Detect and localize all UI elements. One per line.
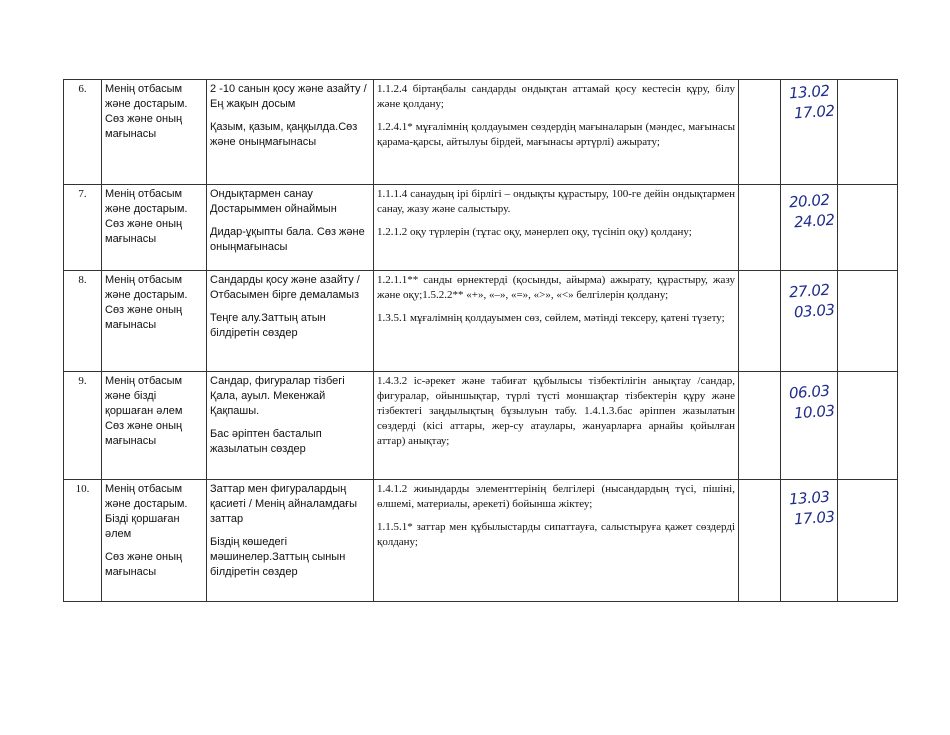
empty-cell [739,80,781,185]
learning-goal-cell: 1.1.2.4 біртаңбалы сандарды ондықтан аттамай қосу кестесін құру, білу және қолдану; 1.2.4.1* мұғалімнің қолдауымен сөздердің мағыналарын (мәндес, мағынасы қарама-қарсы, айтылуы бірдей, мағынасы әртүрлі) ажырату; [374,80,739,185]
handwritten-date: 13.03 [788,487,831,509]
section-cell: Менің отбасым және достарым. Сөз және оның мағынасы [102,271,207,372]
lesson-plan-table [63,79,898,602]
row-number: 8. [64,271,102,372]
learning-goal-cell: 1.4.3.2 іс-әрекет және табиғат құбылысы тізбектілігін анықтау /сандар, фигуралар, ойыншықтар, түрлі түсті моншақтар тізбектерін құру және тізбектегі заңдылықтың бұзылуын табу. 1.4.1.3.бас әріппен жазылатын сөздерді (кісі аттары, жер-су атаулары, жануарларға арнайы қойылған аттар) анықтау; [374,372,739,480]
section-cell: Менің отбасым және достарым. Сөз және оның мағынасы [102,185,207,271]
empty-cell [838,372,898,480]
empty-cell [739,271,781,372]
topic-cell: 2 -10 санын қосу және азайту / Ең жақын досым Қазым, қазым, қаңқылда.Сөз және оныңмағынасы [207,80,374,185]
handwritten-date: 06.03 [788,381,831,403]
empty-cell [838,480,898,602]
handwritten-date: 20.02 [788,190,831,212]
table-row [64,185,898,271]
date-cell [781,80,838,185]
row-number: 7. [64,185,102,271]
date-cell [781,480,838,602]
date-cell [781,185,838,271]
handwritten-date: 17.02 [793,101,836,123]
table-row [64,372,898,480]
handwritten-date: 10.03 [793,401,836,423]
learning-goal-cell: 1.2.1.1** санды өрнектерді (қосынды, айырма) ажырату, құрастыру, жазу және оқу;1.5.2.2** «+», «–», «=», «>», «<» белгілерін қолдану; 1.3.5.1 мұғалімнің қолдауымен сөз, сөйлем, мәтінді тексеру, қатені түзету; [374,271,739,372]
table-row [64,480,898,602]
empty-cell [739,372,781,480]
section-cell: Менің отбасым және достарым. Бізді қоршаған әлем Сөз және оның мағынасы [102,480,207,602]
date-cell [781,372,838,480]
row-number: 9. [64,372,102,480]
handwritten-date: 13.02 [788,81,831,103]
empty-cell [739,185,781,271]
section-cell: Менің отбасым және достарым. Сөз және оның мағынасы [102,80,207,185]
handwritten-date: 27.02 [788,280,831,302]
learning-goal-cell: 1.1.1.4 санаудың ірі бірлігі – ондықты құрастыру, 100-ге дейін ондықтармен санау, жазу және салыстыру. 1.2.1.2 оқу түрлерін (тұтас оқу, мәнерлеп оқу, түсініп оқу) қолдану; [374,185,739,271]
topic-cell: Заттар мен фигуралардың қасиеті / Менің айналамдағы заттар Біздің көшедегі мәшинелер.Заттың сынын білдіретін сөздер [207,480,374,602]
table-row [64,271,898,372]
row-number: 10. [64,480,102,602]
empty-cell [739,480,781,602]
empty-cell [838,271,898,372]
topic-cell: Ондықтармен санау Достарыммен ойнаймын Дидар-ұқыпты бала. Сөз және оныңмағынасы [207,185,374,271]
date-cell [781,271,838,372]
learning-goal-cell: 1.4.1.2 жиындарды элементтерінің белгілері (нысандардың түсі, пішіні, өлшемі, материалы, әрекеті) бойынша жіктеу; 1.1.5.1* заттар мен құбылыстарды сипаттауға, салыстыруға қажет сөздерді қолдану; [374,480,739,602]
table-row [64,80,898,185]
row-number: 6. [64,80,102,185]
topic-cell: Сандар, фигуралар тізбегі Қала, ауыл. Мекенжай Қақпашы. Бас әріптен басталып жазылатын сөздер [207,372,374,480]
section-cell: Менің отбасым және бізді қоршаған әлем Сөз және оның мағынасы [102,372,207,480]
handwritten-date: 24.02 [793,210,836,232]
empty-cell [838,185,898,271]
empty-cell [838,80,898,185]
handwritten-date: 17.03 [793,507,836,529]
topic-cell: Сандарды қосу және азайту / Отбасымен бірге демаламыз Теңге алу.Заттың атын білдіретін сөздер [207,271,374,372]
handwritten-date: 03.03 [793,300,836,322]
